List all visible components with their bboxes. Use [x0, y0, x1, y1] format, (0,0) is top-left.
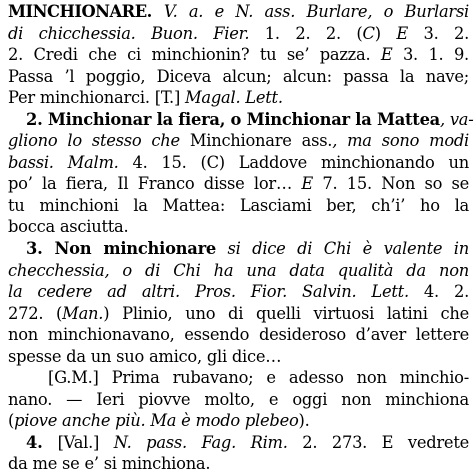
entry-text-run: bocca asciutta. [8, 217, 129, 237]
entry-text-run: 3. 2. [407, 23, 470, 43]
entry-text-run: da me se e’ si minchiona. [8, 454, 211, 474]
entry-line [8, 44, 469, 66]
entry-line [8, 1, 469, 23]
entry-line [8, 324, 469, 346]
entry-text-run: ). [298, 411, 310, 431]
entry-text-run: , ma sono modi [332, 131, 470, 151]
entry-text-run: 2. Minchionar la fiera, o Minchionar la Mattea [26, 109, 440, 129]
entry-text-run: 4. [26, 432, 58, 452]
entry-text-run: ( [8, 411, 15, 431]
entry-text-run: ) [374, 23, 397, 43]
entry-line [8, 346, 469, 368]
entry-text-run: 1. 2. 2. ( [249, 23, 363, 43]
entry-line [8, 109, 474, 131]
entry-text-run: non minchionavano, essendo desideroso d’aver lettere [8, 325, 469, 345]
entry-line [8, 389, 469, 411]
entry-text-run: Per minchionarci. [T.] [8, 88, 185, 108]
entry-text-run: 3. Non minchionare [26, 239, 217, 259]
entry-line [8, 152, 469, 174]
entry-text-run: 3. 1. 9. [392, 45, 469, 65]
entry-text-run: E [396, 23, 408, 43]
entry-line [8, 216, 469, 238]
entry-line [8, 87, 469, 109]
entry-text-run: V. a. e N. ass. Burlare, o Burlarsi [163, 2, 470, 21]
entry-line [8, 410, 469, 432]
entry-line [8, 238, 469, 260]
entry-text-run: Minchionare ass. [189, 131, 333, 151]
entry-line [8, 281, 469, 303]
entry-text-run: la cedere ad altri. Pros. Fior. Salvin. Lett. [8, 282, 409, 302]
entry-text-run: E [380, 45, 393, 65]
entry-text-run: nano. — Ieri piovve molto, e oggi non minchiona [8, 389, 469, 409]
entry-text-run: 7. 15. Non so se [313, 174, 469, 194]
entry-text-run: po’ la fiera, Il Franco disse lor… [8, 174, 302, 194]
entry-text-run: di chicchessia. Buon. Fier. [8, 23, 250, 43]
entry-text-run: gliono lo stesso che [8, 131, 190, 151]
entry-text-run: C [362, 23, 375, 43]
entry-text-run: bassi. Malm. [8, 152, 119, 172]
entry-text-run: tu minchioni la Mattea: Lasciami ber, ch’i’ ho la [8, 195, 469, 215]
entry-line [8, 367, 469, 389]
entry-line [8, 432, 469, 454]
entry-text-run: [Val.] [57, 432, 114, 452]
headword: MINCHIONARE [8, 2, 147, 21]
entry-line [8, 303, 469, 325]
entry-line [8, 23, 469, 45]
entry-line [8, 260, 469, 282]
entry-text-run: ) Plinio, uno di quelli virtuosi latini che [103, 303, 469, 323]
entry-line [8, 173, 469, 195]
entry-text-run: 2. Credi che ci minchionin? tu se’ pazza. [8, 45, 381, 65]
entry-text-run: Magal. Lett. [184, 88, 283, 108]
entry-text-run: Man. [62, 303, 104, 323]
entry-text-run: si dice di Chi è valente in [216, 239, 469, 259]
entry-text-run: spesse da un suo amico, gli dice… [8, 346, 282, 366]
entry-line [8, 66, 469, 88]
entry-text-run: N. pass. Fag. Rim. [113, 432, 288, 452]
entry-line [8, 195, 469, 217]
entry-text-run: 4. 2. [408, 282, 469, 302]
entry-text-run: 2. 273. E vedrete [287, 432, 469, 452]
entry-text-run: , va- [439, 109, 474, 129]
entry-text-run: E [301, 174, 313, 194]
entry-text-run: 4. 15. (C) Laddove minchionando un [118, 152, 469, 172]
entry-text-run: Passa ’l poggio, Diceva alcun; alcun: passa la nave; [8, 66, 469, 86]
entry-line [8, 453, 469, 475]
entry-text-run: . [146, 2, 164, 21]
entry-text-run: 272. ( [8, 303, 63, 323]
entry-text-run: checchessia, o di Chi ha una data qualità da non [8, 260, 469, 280]
entry-text-run: [G.M.] Prima rubavano; e adesso non minchio- [48, 368, 469, 388]
dictionary-entry-minchionare [8, 1, 474, 475]
entry-line [8, 130, 469, 152]
entry-text-run: piove anche più. Ma è modo plebeo [14, 411, 299, 431]
